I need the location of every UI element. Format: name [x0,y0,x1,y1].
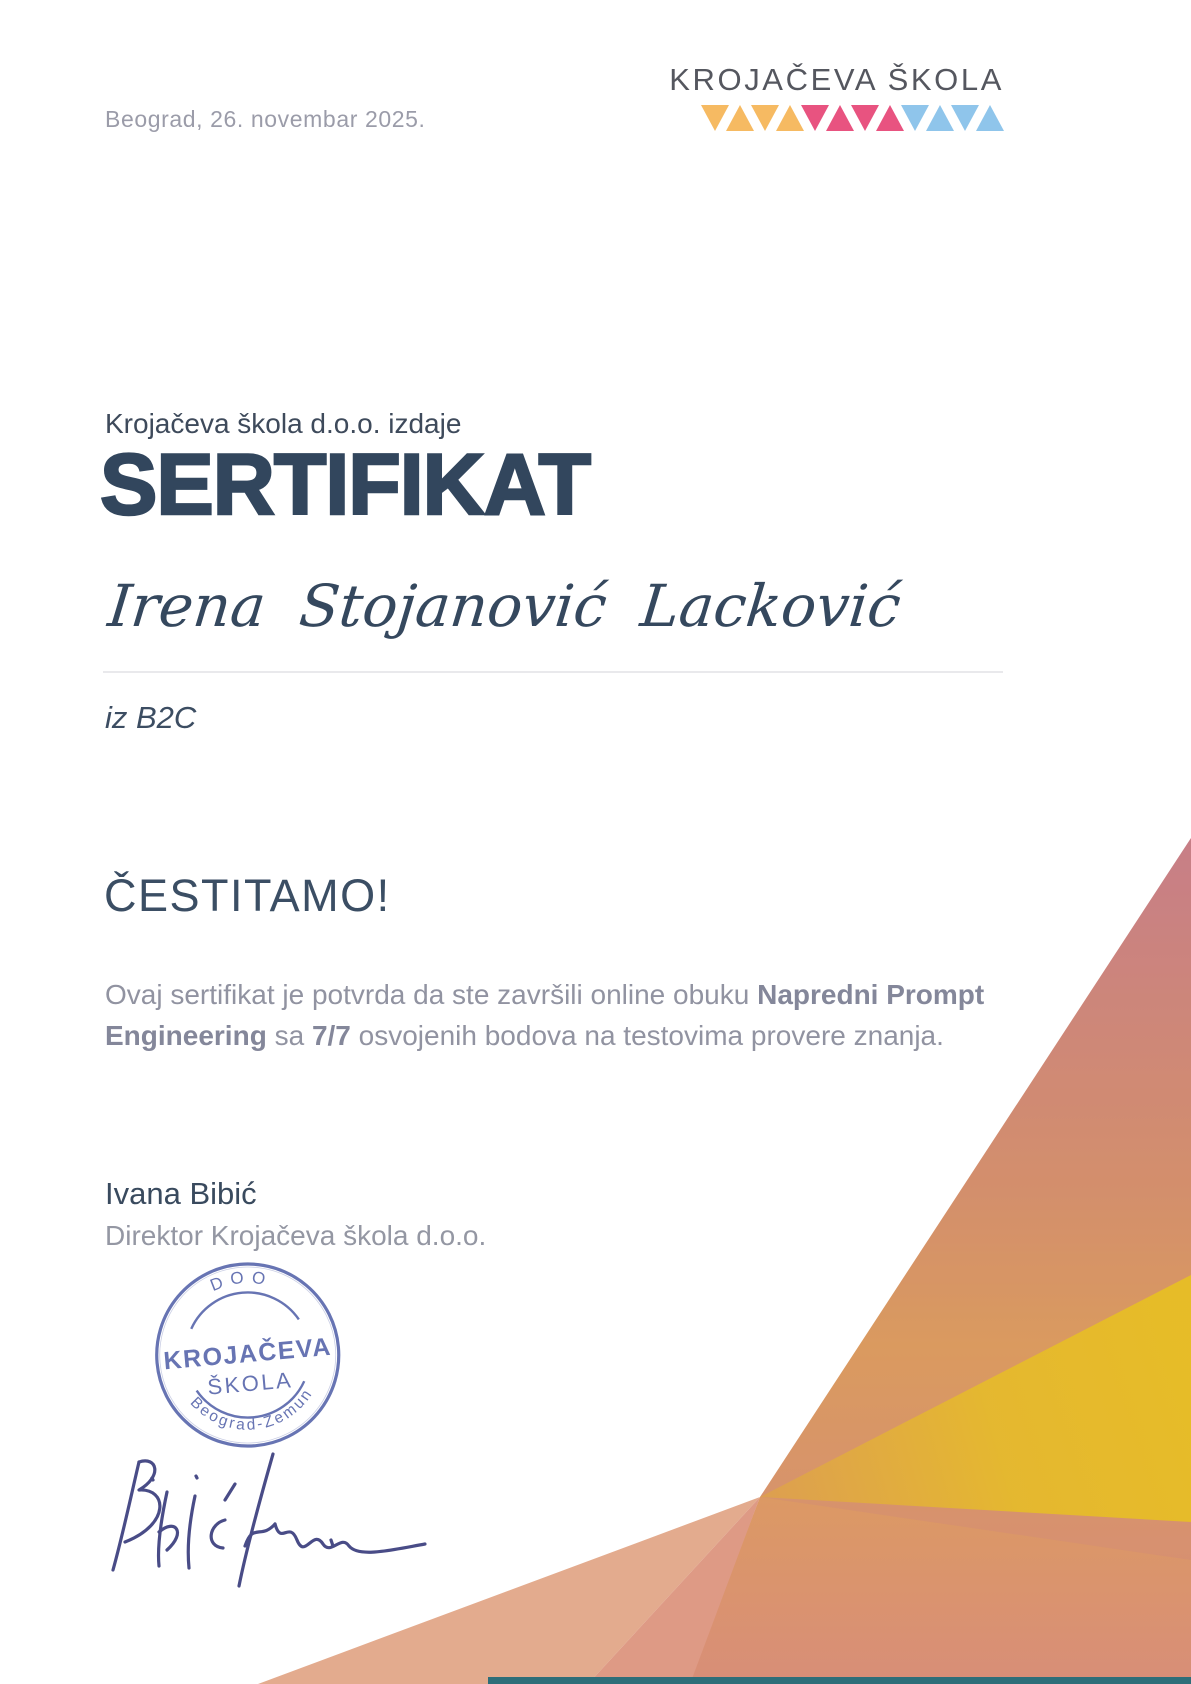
stamp-line2: ŠKOLA [206,1367,295,1400]
triangle-down-blue [901,105,929,131]
stamp-top-text: DOO [207,1267,274,1296]
school-logo-text: KROJAČEVA ŠKOLA [669,62,1004,97]
recipient-name: Irena Stojanović Lacković [105,572,904,640]
stamp-inner-top-arc [188,1288,298,1329]
triangle-down-blue [951,105,979,131]
triangle-up-blue [926,105,954,131]
logo-triangle-pattern-icon [701,104,1004,132]
triangle-up-blue [976,105,1004,131]
body-suffix: osvojenih bodova na testovima provere znanja. [350,1020,944,1051]
issuer-line: Krojačeva škola d.o.o. izdaje [105,408,462,439]
signatory-name: Ivana Bibić [105,1176,257,1211]
signatory-role: Direktor Krojačeva škola d.o.o. [105,1220,487,1251]
company-stamp [143,1258,353,1458]
triangle-down-pink [801,105,829,131]
course-name: Napredni Prompt Engineering [105,979,985,1051]
stamp-line1: KROJAČEVA [162,1332,333,1376]
triangle-down-pink [851,105,879,131]
handwritten-signature [95,1448,440,1603]
triangle-up-orange [726,105,754,131]
recipient-organization: iz B2C [105,700,197,735]
stamp-bottom-text: Beograd-Zemun [186,1384,317,1434]
name-underline [103,671,1003,673]
triangle-up-pink [826,105,854,131]
certificate-title: SERTIFIKAT [100,437,591,533]
body-prefix: Ovaj sertifikat je potvrda da ste završili online obuku [105,979,758,1010]
body-mid: sa [266,1020,312,1051]
triangle-up-orange [776,105,804,131]
score-value: 7/7 [311,1020,351,1051]
triangle-up-pink [876,105,904,131]
congrats-heading: ČESTITAMO! [104,870,391,921]
triangle-down-orange [751,105,779,131]
issue-date: Beograd, 26. novembar 2025. [105,106,426,132]
bottom-accent-bar [488,1677,1191,1684]
triangle-down-orange [701,105,729,131]
certificate-body [105,974,993,1056]
